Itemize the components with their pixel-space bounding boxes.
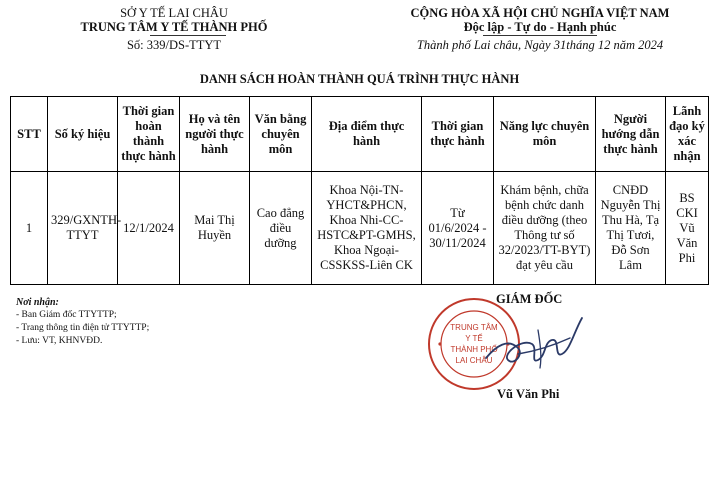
issue-date: Thành phố Lai châu, Ngày 31tháng 12 năm 2024 (416, 38, 664, 52)
seal-line: LAI CHÂU (455, 356, 493, 365)
recipients-title: Nơi nhận: (16, 297, 59, 308)
column-header: Thời gian hoàn thành thực hành (118, 97, 180, 172)
table-cell: CNĐD Nguyễn Thị Thu Hà, Tạ Thị Tươi, Đỗ Sơn Lâm (596, 172, 666, 285)
column-header: Lãnh đạo ký xác nhận (666, 97, 709, 172)
recipient-item: - Lưu: VT, KHNVĐD. (16, 336, 103, 346)
seal-line: TRUNG TÂM (450, 323, 498, 332)
signer-name: Vũ Văn Phi (497, 387, 560, 401)
table-header-row (11, 97, 709, 172)
org-name: TRUNG TÂM Y TẾ THÀNH PHỐ (80, 20, 268, 34)
table-cell: BS CKI Vũ Văn Phi (666, 172, 709, 285)
seal-line: THÀNH PHỐ (450, 345, 498, 354)
table-cell: Khoa Nội-TN-YHCT&PHCN, Khoa Nhi-CC-HSTC&PT-GMHS, Khoa Ngoại-CSSKSS-Liên CK (312, 172, 422, 285)
document-title: DANH SÁCH HOÀN THÀNH QUÁ TRÌNH THỰC HÀNH (199, 72, 520, 86)
table-row (11, 172, 709, 285)
table-cell: Từ 01/6/2024 - 30/11/2024 (422, 172, 494, 285)
column-header: Họ và tên người thực hành (180, 97, 250, 172)
column-header: Người hướng dẫn thực hành (596, 97, 666, 172)
column-header: Số ký hiệu (48, 97, 118, 172)
table-cell: Mai Thị Huyền (180, 172, 250, 285)
table-cell: 329/GXNTH-TTYT (48, 172, 118, 285)
table-cell: Cao đẳng điều dưỡng (250, 172, 312, 285)
table-cell: 1 (11, 172, 48, 285)
signer-title: GIÁM ĐỐC (496, 292, 563, 306)
handwritten-signature (478, 308, 588, 378)
table-cell: 12/1/2024 (118, 172, 180, 285)
seal-line: Y TẾ (465, 334, 483, 343)
column-header: STT (11, 97, 48, 172)
motto-underline (483, 35, 597, 36)
table-cell: Khám bệnh, chữa bệnh chức danh điều dưỡng (theo Thông tư số 32/2023/TT-BYT) đạt yêu cầu (494, 172, 596, 285)
column-header: Thời gian thực hành (422, 97, 494, 172)
practice-table (10, 96, 709, 285)
recipient-item: - Trang thông tin điện tử TTYTTP; (16, 323, 150, 333)
national-motto: Độc lập - Tự do - Hạnh phúc (463, 20, 617, 34)
column-header: Năng lực chuyên môn (494, 97, 596, 172)
org-parent: SỞ Y TẾ LAI CHÂU (120, 6, 228, 20)
doc-number: Số: 339/DS-TTYT (126, 38, 222, 52)
org-underline (150, 35, 226, 36)
column-header: Văn bằng chuyên môn (250, 97, 312, 172)
national-title: CỘNG HÒA XÃ HỘI CHỦ NGHĨA VIỆT NAM (410, 6, 670, 20)
recipient-item: - Ban Giám đốc TTYTTP; (16, 310, 117, 320)
column-header: Địa điểm thực hành (312, 97, 422, 172)
